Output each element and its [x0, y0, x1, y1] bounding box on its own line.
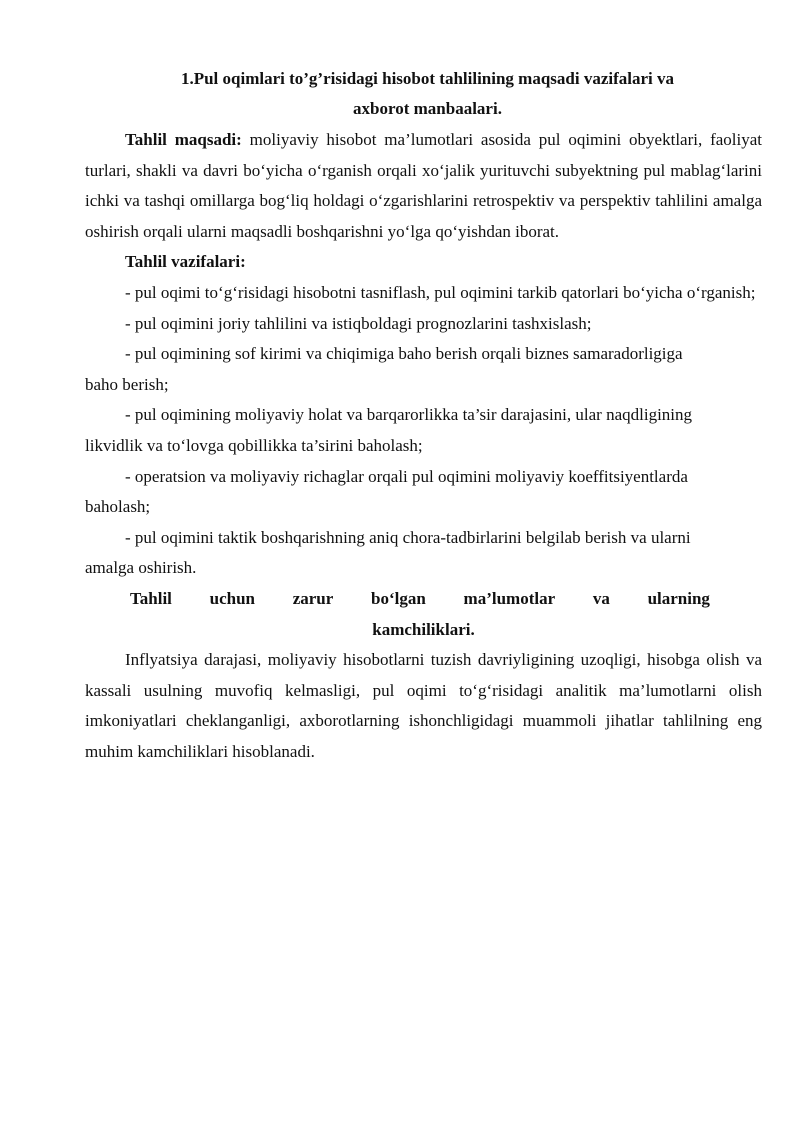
goal-label: Tahlil maqsadi:	[125, 130, 242, 149]
shortcomings-heading-line-1	[85, 584, 762, 615]
heading-word: Tahlil	[130, 588, 172, 608]
shortcomings-heading-line-2: kamchiliklari.	[372, 619, 475, 639]
heading-word: ularning	[647, 588, 710, 608]
heading-word: va	[592, 588, 610, 608]
title-line-1: 1.Pul oqimlari to’g’risidagi hisobot tahlilining maqsadi vazifalari va	[180, 69, 675, 88]
task-item-5: - operatsion va moliyaviy richaglar orqali pul oqimini moliyaviy koeffitsiyentlarda baholash;	[85, 466, 688, 517]
tasks-label: Tahlil vazifalari:	[125, 252, 246, 272]
task-item-2: - pul oqimini joriy tahlilini va istiqboldagi prognozlarini tashxislash;	[125, 313, 592, 333]
goal-text: moliyaviy hisobot ma’lumotlari asosida pul oqimini obyektlari, faoliyat turlari, shakli va davri bo‘yicha o‘rganish orqali xo‘jalik yurituvchi subyektning pul mablag‘larini ichki va tashqi omillarga bog‘liq holdagi o‘zgarishlarini retrospektiv va perspektiv tahlilini amalga oshirish orqali ularni maqsadli boshqarishni yo‘lga qo‘yishdan iborat.	[85, 130, 762, 241]
task-item-6: - pul oqimini taktik boshqarishning aniq chora-tadbirlarini belgilab berish va ularni amalga oshirish.	[85, 527, 691, 578]
task-item-3: - pul oqimining sof kirimi va chiqimiga baho berish orqali biznes samaradorligiga baho berish;	[85, 344, 683, 394]
task-item-4: - pul oqimining moliyaviy holat va barqarorlikka ta’sir darajasini, ular naqdligining likvidlik va to‘lovga qobillikka ta’sirini baholash;	[85, 405, 693, 455]
heading-word: ma’lumotlar	[463, 588, 556, 608]
heading-word: zarur	[292, 588, 334, 608]
shortcomings-heading	[85, 584, 762, 645]
task-item-1: - pul oqimi to‘g‘risidagi hisobotni tasniflash, pul oqimini tarkib qatorlari bo‘yicha o‘rganish;	[125, 282, 756, 302]
heading-word: bo‘lgan	[371, 588, 426, 608]
goal-paragraph	[85, 125, 762, 247]
shortcomings-paragraph: Inflyatsiya darajasi, moliyaviy hisobotlarni tuzish davriyligining uzoqligi, hisobga olish va kassali usulning muvofiq kelmasligi, pul oqimi to‘g‘risidagi analitik ma’lumotlarni olish imkoniyatlari cheklanganligi, axborotlarning ishonchligidagi muammoli jihatlar tahlilning eng muhim kamchiliklari hisoblanadi.	[85, 650, 762, 761]
heading-word: uchun	[209, 588, 255, 608]
title-line-2: axborot manbaalari.	[353, 99, 502, 118]
document-title	[85, 64, 762, 124]
